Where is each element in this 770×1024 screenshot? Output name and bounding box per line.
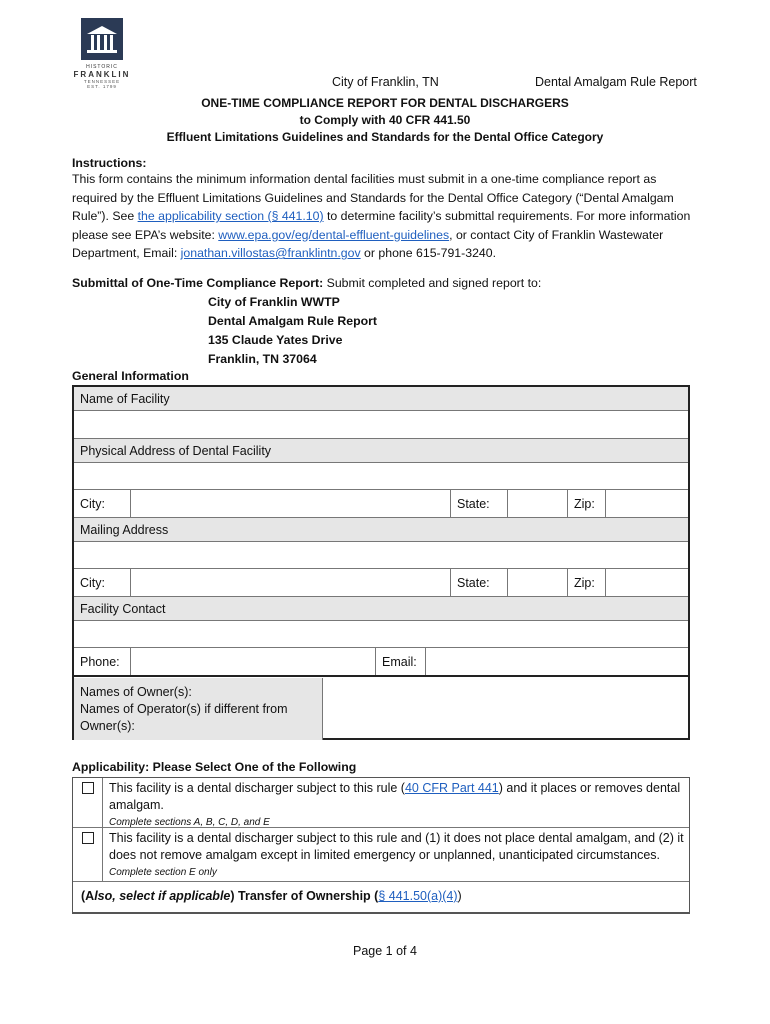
applicability-heading: Applicability: Please Select One of the Following bbox=[72, 760, 357, 774]
header-report: Dental Amalgam Rule Report bbox=[535, 75, 697, 89]
phone-input[interactable] bbox=[130, 648, 375, 675]
cfr-link[interactable]: 40 CFR Part 441 bbox=[404, 781, 499, 795]
mailing-city-input[interactable] bbox=[130, 569, 450, 596]
option2-text-main: This facility is a dental discharger subject to this rule and (1) it does not place dental amalgam, and (2) it does not remove amalgam except in limited emergency or unplanned, unanticipated circumstances. bbox=[109, 831, 684, 862]
physical-address-input[interactable] bbox=[74, 463, 688, 490]
epa-link[interactable]: www.epa.gov/eg/dental-effluent-guidelines bbox=[218, 227, 450, 242]
facility-contact-label-row bbox=[74, 597, 688, 621]
operators-label: Names of Operator(s) if different from Owner(s): bbox=[80, 702, 288, 733]
transfer-row bbox=[73, 882, 689, 912]
email-link[interactable]: jonathan.villostas@franklintn.gov bbox=[180, 246, 361, 260]
physical-city-row bbox=[74, 490, 688, 518]
logo-banner: EST. 1799 bbox=[87, 84, 117, 89]
submittal-address bbox=[208, 293, 377, 369]
zip-input[interactable] bbox=[605, 490, 690, 517]
submittal-text: Submit completed and signed report to: bbox=[323, 276, 542, 290]
physical-address-label: Physical Address of Dental Facility bbox=[80, 443, 272, 458]
facility-contact-input[interactable] bbox=[74, 621, 688, 648]
option1-row bbox=[73, 778, 689, 828]
courthouse-icon bbox=[81, 18, 123, 60]
phone-row bbox=[74, 648, 688, 677]
facility-name-label: Name of Facility bbox=[80, 391, 170, 406]
facility-contact-label: Facility Contact bbox=[80, 601, 166, 616]
option2-text bbox=[109, 830, 687, 881]
instructions-text bbox=[72, 170, 697, 263]
applicability-table bbox=[72, 777, 690, 914]
mailing-zip-label: Zip: bbox=[567, 569, 605, 596]
title-line1: ONE-TIME COMPLIANCE REPORT FOR DENTAL DISCHARGERS bbox=[201, 96, 569, 110]
transfer-text-a: (A bbox=[81, 889, 95, 903]
owners-label-cell bbox=[74, 678, 322, 740]
instructions-heading: Instructions: bbox=[72, 156, 147, 170]
option1-note: Complete sections A, B, C, D, and E bbox=[109, 817, 270, 828]
instructions-text1: This form contains the minimum information dental facilities must submit in a one-time compliance report as required by the Effluent Limitations Guidelines and Standards for the Dental Office Category (“Dental Amalgam Rule”). See bbox=[72, 172, 674, 223]
zip-label: Zip: bbox=[567, 490, 605, 517]
submittal-label: Submittal of One-Time Compliance Report: bbox=[72, 276, 324, 290]
option2-row bbox=[73, 828, 689, 882]
mailing-address-label: Mailing Address bbox=[80, 522, 169, 537]
state-input[interactable] bbox=[507, 490, 567, 517]
page-number: Page 1 of 4 bbox=[353, 944, 417, 958]
transfer-text-c: ) Transfer of Ownership ( bbox=[230, 889, 379, 903]
option2-note: Complete section E only bbox=[109, 867, 217, 878]
general-heading: General Information bbox=[72, 369, 189, 383]
owners-input[interactable] bbox=[322, 678, 690, 740]
address-line4: Franklin, TN 37064 bbox=[208, 352, 317, 366]
option1-text bbox=[109, 780, 685, 831]
submittal-line bbox=[72, 276, 541, 290]
address-line2: Dental Amalgam Rule Report bbox=[208, 314, 377, 328]
instructions-text3: , or contact City of Franklin Wastewater Department, Email: bbox=[72, 227, 664, 260]
mailing-address-label-row bbox=[74, 518, 688, 542]
physical-address-label-row bbox=[74, 439, 688, 463]
mailing-address-input[interactable] bbox=[74, 542, 688, 569]
general-info-table bbox=[72, 385, 690, 740]
mailing-state-label: State: bbox=[450, 569, 507, 596]
option2-checkbox[interactable] bbox=[82, 832, 94, 844]
city-label: City: bbox=[80, 496, 105, 511]
instructions-text2: to determine facility’s submittal requirements. For more information please see EPA’s website: bbox=[72, 209, 691, 242]
transfer-text-d: ) bbox=[457, 889, 462, 903]
option1-checkbox[interactable] bbox=[82, 782, 94, 794]
option1-text-a: This facility is a dental discharger subject to this rule ( bbox=[109, 781, 405, 795]
email-input[interactable] bbox=[425, 648, 690, 675]
instructions-text4: or phone 615-791-3240. bbox=[360, 246, 497, 260]
facility-name-label-row bbox=[74, 387, 688, 411]
transfer-text[interactable] bbox=[81, 889, 462, 903]
owners-label: Names of Owner(s): bbox=[80, 685, 192, 699]
city-input[interactable] bbox=[130, 490, 450, 517]
mailing-state-input[interactable] bbox=[507, 569, 567, 596]
facility-name-input[interactable] bbox=[74, 411, 688, 439]
header-city: City of Franklin, TN bbox=[332, 75, 439, 89]
address-line1: City of Franklin WWTP bbox=[208, 295, 340, 309]
logo-line2: FRANKLIN bbox=[73, 70, 131, 79]
mailing-city-row bbox=[74, 569, 688, 597]
logo-line1: HISTORIC bbox=[86, 64, 118, 70]
title-line2: to Comply with 40 CFR 441.50 bbox=[299, 113, 471, 127]
address-line3: 135 Claude Yates Drive bbox=[208, 333, 343, 347]
state-label: State: bbox=[450, 490, 507, 517]
transfer-text-b: lso, select if applicable bbox=[94, 889, 231, 903]
email-label: Email: bbox=[375, 648, 425, 675]
mailing-zip-input[interactable] bbox=[605, 569, 690, 596]
logo-line3: TENNESSEE bbox=[83, 79, 121, 84]
option1-text-b: ) and it places or removes dental amalgam. bbox=[109, 781, 681, 812]
city-logo bbox=[70, 18, 134, 89]
title-line3: Effluent Limitations Guidelines and Standards for the Dental Office Category bbox=[166, 130, 604, 144]
applicability-link[interactable]: the applicability section (§ 441.10) bbox=[137, 209, 324, 223]
phone-label: Phone: bbox=[80, 654, 120, 669]
mailing-city-label: City: bbox=[80, 575, 105, 590]
transfer-link[interactable]: § 441.50(a)(4) bbox=[378, 889, 458, 903]
